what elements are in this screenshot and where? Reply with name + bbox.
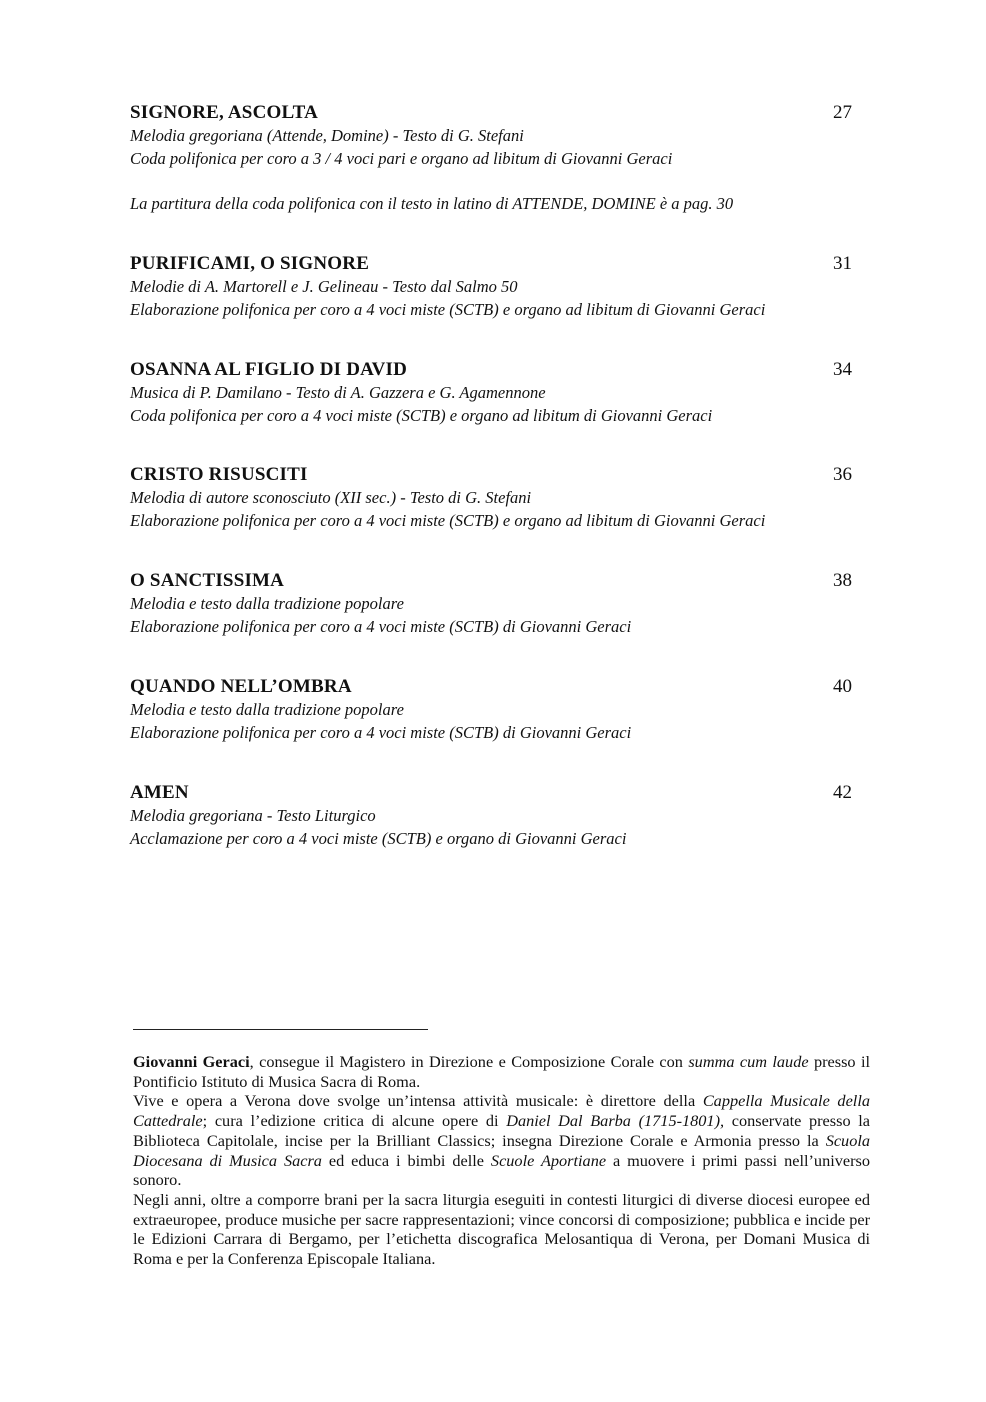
bio-text: ; cura l’edizione critica di alcune opere di	[202, 1111, 507, 1131]
entry-credit-line: Elaborazione polifonica per coro a 4 voci miste (SCTB) di Giovanni Geraci	[130, 617, 632, 636]
entry-credit-line: Elaborazione polifonica per coro a 4 voci miste (SCTB) e organo ad libitum di Giovanni Geraci	[130, 511, 766, 530]
entry-credit-line: Musica di P. Damilano - Testo di A. Gazzera e G. Agamennone	[130, 383, 546, 402]
bio-italic-text: Scuole Aportiane	[490, 1150, 607, 1170]
entry-credit-line: Acclamazione per coro a 4 voci miste (SCTB) e organo di Giovanni Geraci	[130, 829, 627, 848]
entry-credit-line: Coda polifonica per coro a 4 voci miste (SCTB) e organo ad libitum di Giovanni Geraci	[130, 406, 713, 425]
entry-credit-line: Melodia gregoriana - Testo Liturgico	[130, 806, 376, 825]
entry-page-number: 34	[833, 359, 852, 380]
entry-credit-line: Melodia di autore sconosciuto (XII sec.) - Testo di G. Stefani	[130, 488, 532, 507]
bio-italic-text: summa cum laude	[688, 1052, 809, 1071]
entry-page-number: 42	[833, 782, 852, 803]
entry-credit-line: Melodia e testo dalla tradizione popolare	[130, 700, 404, 719]
toc-entry	[130, 676, 854, 744]
entry-page-number: 38	[833, 570, 852, 591]
entry-title: CRISTO RISUSCITI	[130, 464, 308, 485]
entry-page-number: 31	[833, 253, 852, 274]
entry-credit-line: Coda polifonica per coro a 3 / 4 voci pari e organo ad libitum di Giovanni Geraci	[130, 149, 673, 168]
entry-title: OSANNA AL FIGLIO DI DAVID	[130, 359, 408, 380]
author-biography	[133, 1052, 870, 1269]
bio-text: conservate presso la Biblioteca Capitolale, incise per la Brilliant Classics; insegna Direzione Corale e Armonia presso la	[133, 1111, 870, 1150]
bio-text: , consegue il Magistero in Direzione e Composizione Corale con	[249, 1052, 689, 1071]
entry-page-number: 40	[833, 676, 852, 697]
bio-text: a muovere i primi passi nell’universo sonoro.	[133, 1150, 870, 1190]
entry-credit-line: Melodie di A. Martorell e J. Gelineau - Testo dal Salmo 50	[130, 277, 518, 296]
bio-paragraph: Negli anni, oltre a comporre brani per la sacra liturgia eseguiti in contesti liturgici di diverse diocesi europee ed extraeuropee, produce musiche per sacre rappresentazioni; vince concorsi di composizione; pubblica e incide per le Edizioni Carrara di Bergamo, per l’etichetta discografica Melosantiqua di Verona, per Domani Musica di Roma e per la Conferenza Episcopale Italiana.	[133, 1189, 870, 1269]
entry-title: QUANDO NELL’OMBRA	[130, 676, 352, 697]
toc-entry	[130, 782, 854, 850]
bio-text: presso il Pontificio Istituto di Musica Sacra di Roma.	[133, 1052, 870, 1091]
toc-entry	[130, 253, 854, 321]
bio-text: Vive e opera a Verona dove svolge un’intensa attività musicale: è direttore della	[133, 1091, 703, 1111]
bio-italic-text: Scuola Diocesana di Musica Sacra	[133, 1130, 870, 1170]
footnote-divider	[133, 1029, 428, 1030]
entry-credit-line: Elaborazione polifonica per coro a 4 voci miste (SCTB) e organo ad libitum di Giovanni Geraci	[130, 300, 766, 319]
bio-italic-text: Daniel Dal Barba (1715-1801),	[506, 1111, 725, 1131]
entry-title: O SANCTISSIMA	[130, 570, 285, 591]
entry-credit-line: Elaborazione polifonica per coro a 4 voci miste (SCTB) di Giovanni Geraci	[130, 723, 632, 742]
author-name: Giovanni Geraci	[133, 1052, 250, 1071]
bio-italic-text: Cappella Musicale della Cattedrale	[133, 1091, 870, 1131]
toc-entry	[130, 464, 854, 532]
bio-paragraph	[133, 1052, 870, 1091]
toc-entry	[130, 570, 854, 638]
entry-title: PURIFICAMI, O SIGNORE	[130, 253, 370, 274]
entry-credit-line: Melodia e testo dalla tradizione popolare	[130, 594, 404, 613]
entry-note: La partitura della coda polifonica con il testo in latino di ATTENDE, DOMINE è a pag. 30	[130, 194, 734, 213]
entry-credit-line: Melodia gregoriana (Attende, Domine) - Testo di G. Stefani	[130, 126, 524, 145]
entry-title: AMEN	[130, 782, 189, 803]
toc-entry	[130, 102, 854, 215]
entry-page-number: 27	[833, 102, 852, 123]
toc-entry	[130, 359, 854, 427]
bio-paragraph	[133, 1091, 870, 1190]
bio-text: ed educa i bimbi delle	[321, 1150, 491, 1170]
entry-page-number: 36	[833, 464, 852, 485]
entry-title: SIGNORE, ASCOLTA	[130, 102, 318, 123]
